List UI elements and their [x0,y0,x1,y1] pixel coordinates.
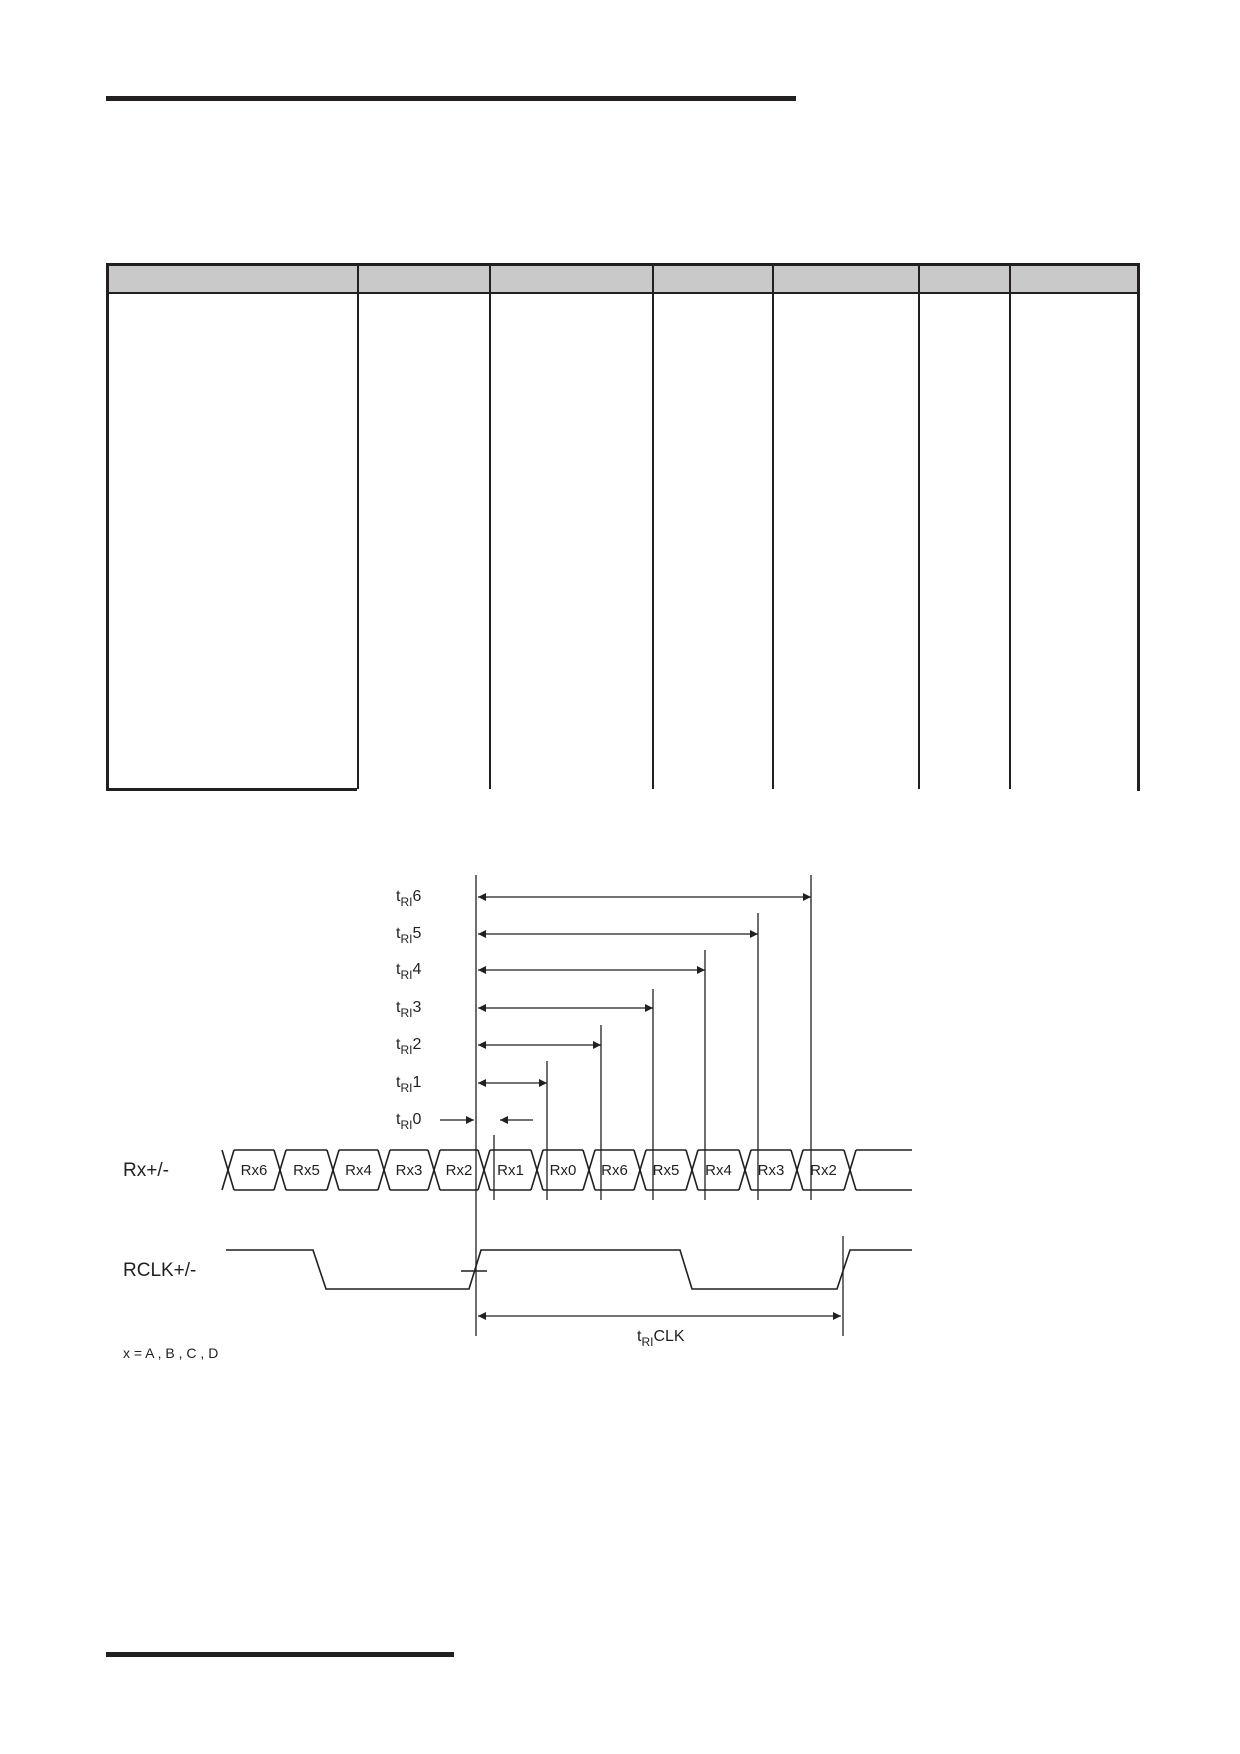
timing-label: $t_{RI}1$ [396,1074,422,1095]
rclk-trace [226,1250,912,1289]
timing-reference-lines [476,875,843,1336]
rx-bit-label: Rx4 [345,1162,372,1179]
timing-label: $t_{RI}5$ [396,925,422,946]
rx-bit-label: Rx6 [601,1162,628,1179]
timing-label: $t_{RI}2$ [396,1036,422,1057]
rx-bit-label: Rx3 [395,1162,423,1179]
signal-label: RCLK+/- [123,1260,197,1281]
timing-label: $t_{RI}0$ [396,1111,422,1132]
signal-labels [123,1160,218,1361]
rx-bit-label: Rx2 [810,1162,837,1179]
rx-bit-label: Rx3 [757,1162,785,1179]
footer-rule [106,1652,454,1657]
rx-bit-label: Rx5 [652,1162,680,1179]
rx-bit-label: Rx5 [293,1162,320,1179]
rx-bit-label: Rx2 [445,1162,473,1179]
timing-arrows [440,897,841,1316]
signal-label: Rx+/- [123,1160,169,1181]
timing-label: $t_{RI}4$ [396,961,422,982]
figure-note: x = A , B , C , D [123,1345,219,1361]
clock-period-label: $t_{RI}CLK$ [637,1328,685,1349]
timing-label: $t_{RI}3$ [396,999,422,1020]
rx-bit-label: Rx6 [240,1162,268,1179]
rx-bit-label: Rx4 [705,1162,732,1179]
timing-labels [396,888,685,1349]
rx-bit-label: Rx0 [549,1162,577,1179]
rclk-waveform [226,1250,912,1289]
timing-label: $t_{RI}6$ [396,888,422,909]
rx-bit-label: Rx1 [497,1162,524,1179]
